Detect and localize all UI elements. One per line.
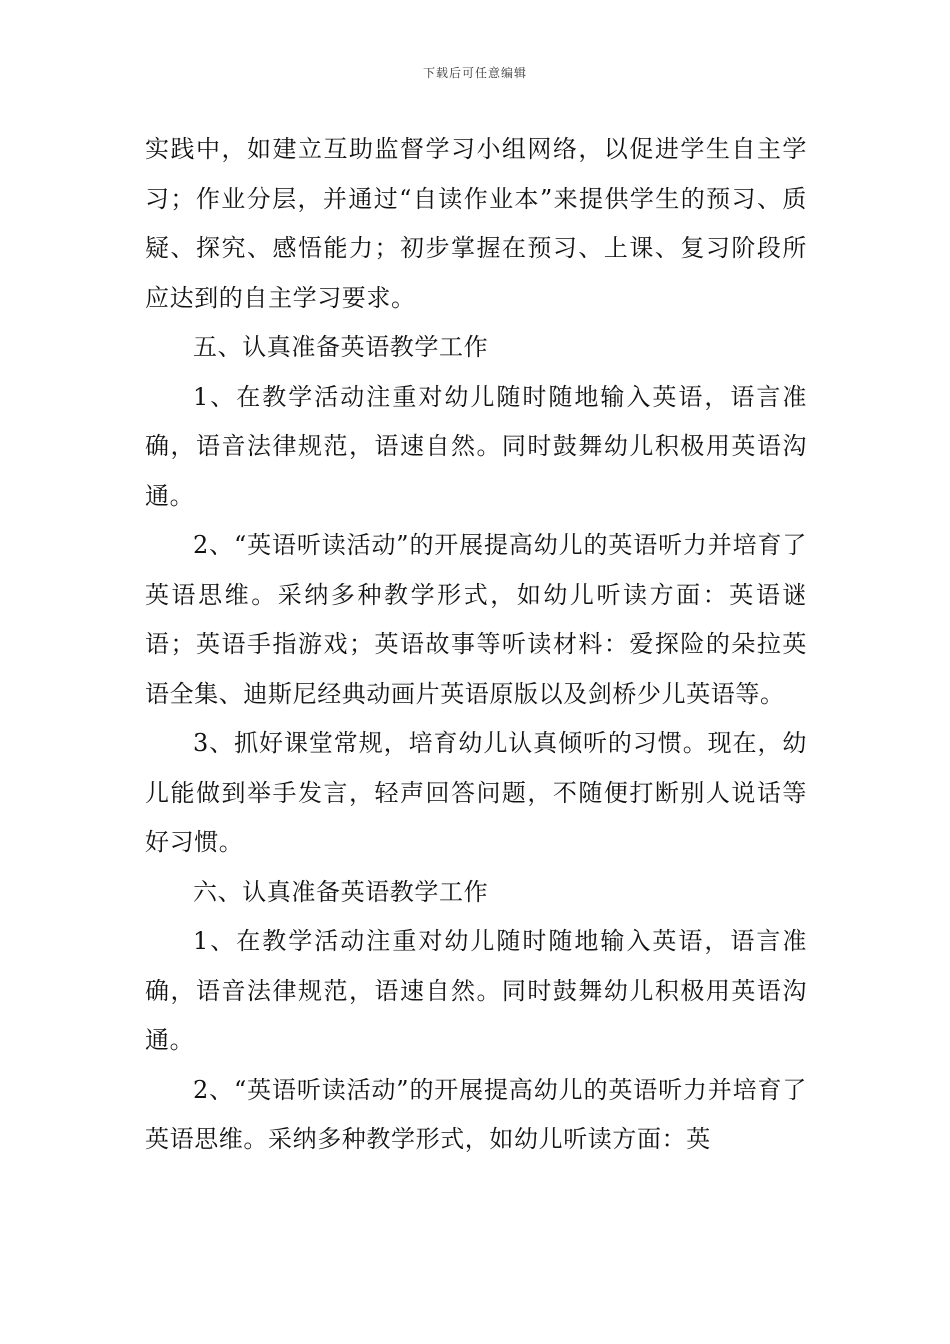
page-header: 下载后可任意编辑 (422, 66, 527, 80)
paragraph-item-3: 3、抓好课堂常规，培育幼儿认真倾听的习惯。现在，幼儿能做到举手发言，轻声回答问题，不随便打断别人说话等好习惯。 (145, 729, 807, 856)
paragraph-continuation: 实践中，如建立互助监督学习小组网络，以促进学生自主学习；作业分层，并通过“自读作业本”来提供学生的预习、质疑、探究、感悟能力；初步掌握在预习、上课、复习阶段所应达到的自主学习要求。 (145, 135, 807, 312)
section-heading-six: 六、认真准备英语教学工作 (193, 877, 489, 906)
section-heading-five: 五、认真准备英语教学工作 (193, 333, 489, 361)
paragraph-item-2-repeat: 2、“英语听读活动”的开展提高幼儿的英语听力并培育了英语思维。采纳多种教学形式，如幼儿听读方面：英 (145, 1075, 807, 1153)
paragraph-item-1-repeat: 1、在教学活动注重对幼儿随时随地输入英语，语言准确，语音法律规范，语速自然。同时鼓舞幼儿积极用英语沟通。 (145, 927, 807, 1054)
paragraph-item-2: 2、“英语听读活动”的开展提高幼儿的英语听力并培育了英语思维。采纳多种教学形式，如幼儿听读方面：英语谜语；英语手指游戏；英语故事等听读材料：爱探险的朵拉英语全集、迪斯尼经典动画片英语原版以及剑桥少儿英语等。 (145, 531, 807, 708)
paragraph-item-1: 1、在教学活动注重对幼儿随时随地输入英语，语言准确，语音法律规范，语速自然。同时鼓舞幼儿积极用英语沟通。 (145, 382, 807, 510)
document-body (145, 125, 807, 1165)
